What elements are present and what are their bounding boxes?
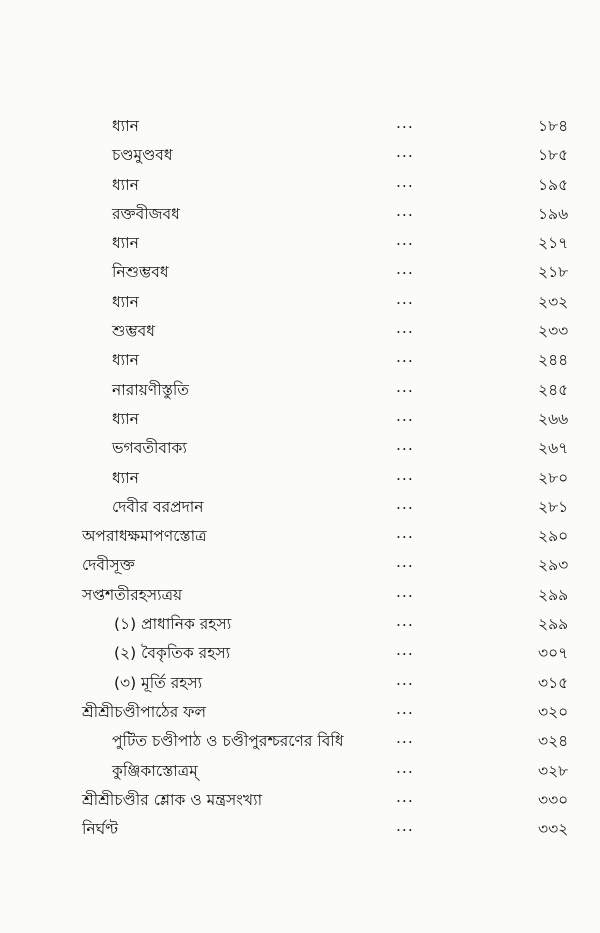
toc-leader-dots: ... [396, 289, 414, 308]
toc-page-number: ২৪৫ [538, 380, 569, 399]
toc-entry-title: ধ্যান [112, 175, 139, 194]
toc-entry-title: শ্রীশ্রীচণ্ডীর শ্লোক ও মন্ত্রসংখ্যা [82, 790, 263, 809]
toc-entry [0, 551, 600, 580]
toc-page-number: ১৮৫ [538, 146, 569, 165]
toc-page-number: ১৯৬ [538, 204, 569, 223]
toc-entry-title: শ্রীশ্রীচণ্ডীপাঠের ফল [82, 702, 207, 721]
toc-page-number: ২৪৪ [538, 351, 569, 370]
toc-leader-dots: ... [396, 114, 414, 132]
toc-leader-dots: ... [396, 524, 414, 543]
toc-page-number: ২১৮ [538, 263, 569, 282]
toc-entry-title: অপরাধক্ষমাপণস্তোত্র [82, 527, 207, 546]
toc-leader-dots: ... [396, 231, 414, 250]
toc-page-number: ২৯৯ [538, 585, 569, 604]
toc-entry [0, 171, 600, 200]
toc-leader-dots: ... [396, 553, 414, 572]
toc-entry [0, 727, 600, 756]
toc-entry [0, 317, 600, 346]
toc-page-number: ২৮০ [538, 468, 569, 487]
toc-entry [0, 757, 600, 786]
toc-page-number: ৩৩২ [538, 820, 569, 839]
toc-page-number: ২৩২ [538, 292, 569, 311]
toc-page-number: ২৮১ [538, 497, 569, 516]
toc-entry [0, 258, 600, 287]
toc-leader-dots: ... [396, 758, 414, 777]
toc-entry [0, 522, 600, 551]
toc-page-number: ৩২৪ [538, 732, 569, 751]
toc-entry [0, 639, 600, 668]
toc-entry [0, 200, 600, 229]
toc-entry-title: (১) প্রাধানিক রহস্য [114, 615, 232, 634]
toc-entry [0, 288, 600, 317]
toc-leader-dots: ... [396, 670, 414, 689]
toc-leader-dots: ... [396, 348, 414, 367]
toc-leader-dots: ... [396, 143, 414, 162]
toc-leader-dots: ... [396, 436, 414, 455]
toc-leader-dots: ... [396, 319, 414, 338]
toc-entry-title: নারায়ণীস্তুতি [112, 380, 189, 399]
toc-page-number: ১৮৪ [538, 117, 569, 135]
toc-page-number: ৩২৮ [538, 761, 569, 780]
toc-entry-title: নিশুম্ভবধ [112, 263, 169, 282]
toc-page-number: ৩২০ [538, 702, 569, 721]
toc-leader-dots: ... [396, 406, 414, 425]
toc-entry-title: ধ্যান [112, 292, 139, 311]
toc-entry [0, 464, 600, 493]
toc-entry-title: কুঞ্জিকাস্তোত্রম্ [112, 761, 198, 780]
toc-page-number: ২৬৬ [538, 409, 569, 428]
toc-page-number: ১৯৫ [538, 175, 569, 194]
toc-page-number: ৩০৭ [538, 644, 569, 663]
toc-entry-title: ধ্যান [112, 117, 139, 135]
toc-entry [0, 405, 600, 434]
toc-entry [0, 376, 600, 405]
toc-entry-title: দেবীর বরপ্রদান [112, 497, 204, 516]
toc-leader-dots: ... [396, 465, 414, 484]
toc-entry [0, 434, 600, 463]
toc-entry [0, 581, 600, 610]
toc-entry [0, 786, 600, 815]
toc-entry-title: ধ্যান [112, 468, 139, 487]
toc-page-number: ৩৩০ [538, 790, 569, 809]
toc-entry-title: সপ্তশতীরহস্যত্রয় [82, 585, 183, 604]
toc-entry [0, 815, 600, 844]
toc-leader-dots: ... [396, 817, 414, 836]
table-of-contents [0, 112, 600, 844]
toc-page-number: ২৯০ [538, 527, 569, 546]
toc-entry [0, 698, 600, 727]
toc-entry-title: শুম্ভবধ [112, 322, 155, 341]
toc-entry-title: ধ্যান [112, 234, 139, 253]
toc-entry-title: (২) বৈকৃতিক রহস্য [114, 644, 231, 663]
toc-leader-dots: ... [396, 172, 414, 191]
toc-entry-title: ধ্যান [112, 409, 139, 428]
toc-entry [0, 346, 600, 375]
toc-entry-title: (৩) মূর্তি রহস্য [114, 673, 203, 692]
toc-entry [0, 112, 600, 141]
toc-leader-dots: ... [396, 377, 414, 396]
toc-entry-title: দেবীসূক্ত [82, 556, 135, 575]
toc-entry [0, 610, 600, 639]
toc-leader-dots: ... [396, 494, 414, 513]
toc-entry [0, 229, 600, 258]
toc-page-number: ২৯৯ [538, 615, 569, 634]
toc-leader-dots: ... [396, 729, 414, 748]
toc-entry-title: রক্তবীজবধ [112, 204, 180, 223]
toc-entry-title: চণ্ডমুণ্ডবধ [112, 146, 173, 165]
toc-entry-title: নির্ঘণ্ট [82, 820, 119, 839]
toc-entry [0, 669, 600, 698]
toc-page-number: ২৩৩ [538, 322, 569, 341]
toc-leader-dots: ... [396, 612, 414, 631]
toc-leader-dots: ... [396, 260, 414, 279]
toc-page-number: ২১৭ [538, 234, 569, 253]
toc-entry-title: ধ্যান [112, 351, 139, 370]
toc-page-number: ২৬৭ [538, 439, 569, 458]
toc-leader-dots: ... [396, 787, 414, 806]
toc-leader-dots: ... [396, 201, 414, 220]
toc-entry-title: ভগবতীবাক্য [112, 439, 187, 458]
toc-entry [0, 141, 600, 170]
toc-page-number: ৩১৫ [538, 673, 569, 692]
toc-leader-dots: ... [396, 582, 414, 601]
toc-leader-dots: ... [396, 641, 414, 660]
toc-entry-title: পুটিত চণ্ডীপাঠ ও চণ্ডীপুরশ্চরণের বিধি [112, 732, 344, 751]
toc-page-number: ২৯৩ [538, 556, 569, 575]
toc-leader-dots: ... [396, 699, 414, 718]
toc-entry [0, 493, 600, 522]
